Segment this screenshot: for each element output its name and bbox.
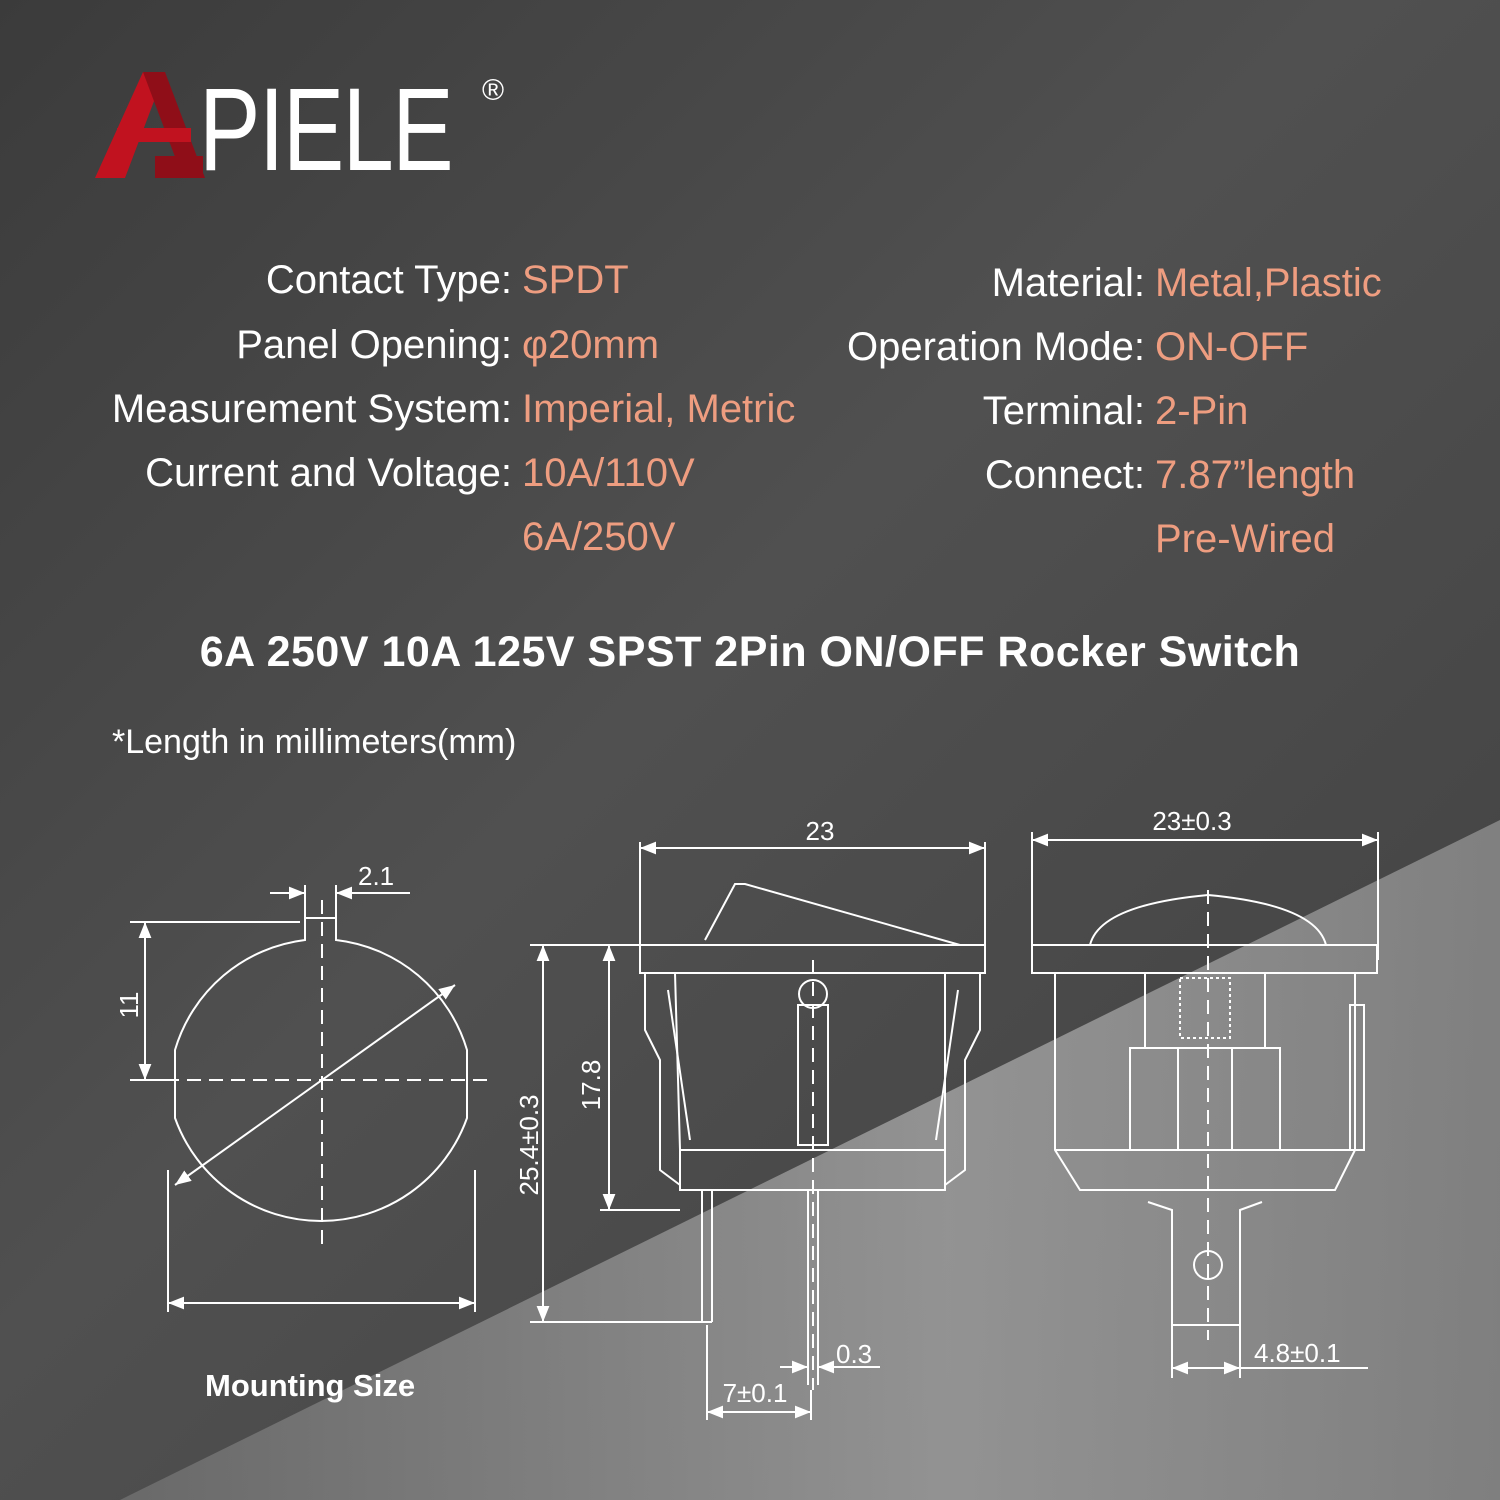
- front-dim-pin-width: 4.8±0.1: [1254, 1338, 1341, 1368]
- front-dim-width: 23±0.3: [1152, 806, 1232, 836]
- spec-value: 7.87”length: [1155, 453, 1356, 497]
- side-dim-body-height: 17.8: [576, 1059, 606, 1111]
- spec-value: 2-Pin: [1155, 389, 1249, 433]
- spec-label: Contact Type:: [265, 258, 512, 302]
- spec-label: Current and Voltage:: [145, 451, 512, 495]
- side-dim-pin-spacing: 7±0.1: [722, 1378, 788, 1408]
- spec-value: 6A/250V: [522, 515, 676, 559]
- side-dim-pin-thickness: 0.3: [836, 1339, 873, 1369]
- spec-label: Panel Opening:: [236, 323, 512, 367]
- units-note: *Length in millimeters(mm): [112, 723, 517, 761]
- spec-value: Imperial, Metric: [522, 387, 796, 431]
- registered-mark: ®: [482, 74, 505, 107]
- spec-label: Terminal:: [982, 389, 1145, 433]
- spec-value: φ20mm: [522, 323, 660, 367]
- mounting-dim-height: 11: [114, 991, 144, 1019]
- spec-label: Material:: [991, 261, 1145, 305]
- spec-value: Pre-Wired: [1155, 517, 1336, 561]
- side-view-drawing: [530, 842, 985, 1420]
- mounting-cutout-drawing: [130, 885, 490, 1312]
- product-headline: 6A 250V 10A 125V SPST 2Pin ON/OFF Rocker Switch: [199, 628, 1301, 676]
- side-dim-width: 23: [805, 816, 835, 846]
- mounting-size-caption: Mounting Size: [205, 1368, 416, 1403]
- spec-value: SPDT: [522, 258, 629, 302]
- spec-value: Metal,Plastic: [1155, 261, 1382, 305]
- spec-label: Measurement System:: [111, 387, 512, 431]
- spec-value: 10A/110V: [522, 451, 695, 495]
- brand-name: PIELE: [199, 64, 453, 196]
- spec-value: ON-OFF: [1155, 325, 1309, 369]
- front-view-drawing: [1032, 832, 1378, 1378]
- mounting-dim-width: 2.1: [358, 861, 395, 891]
- spec-label: Connect:: [984, 453, 1145, 497]
- spec-label: Operation Mode:: [847, 325, 1145, 369]
- side-dim-total-height: 25.4±0.3: [514, 1094, 544, 1196]
